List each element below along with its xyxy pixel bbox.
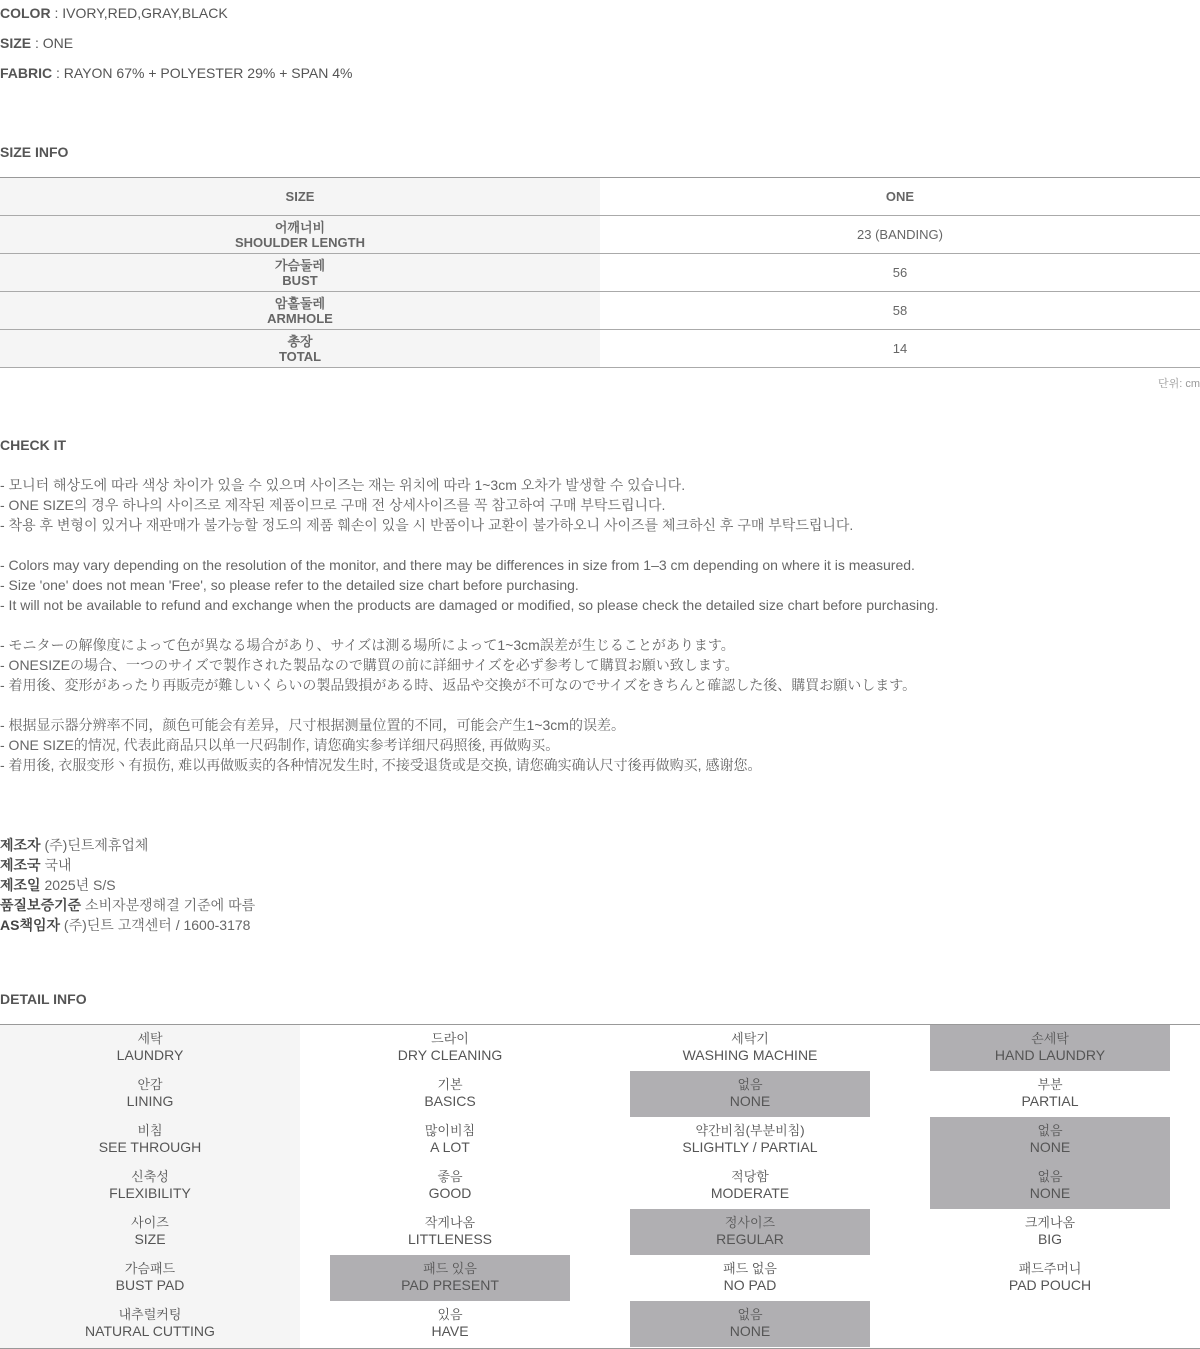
detail-ko: 사이즈 — [131, 1215, 169, 1230]
note-line: - 모니터 해상도에 따라 색상 차이가 있을 수 있으며 사이즈는 재는 위치에 따라 1~3cm 오차가 발생할 수 있습니다. — [0, 477, 686, 493]
detail-ko: 작게나옴 — [424, 1215, 476, 1230]
detail-ko: 세탁기 — [731, 1031, 769, 1046]
size-row-ko: 어깨너비 — [274, 219, 326, 235]
spec-size-label: SIZE — [0, 35, 32, 51]
detail-en: FLEXIBILITY — [109, 1185, 191, 1201]
size-row-en: ARMHOLE — [267, 310, 333, 326]
note-line: - 根据显示器分辨率不同，颜色可能会有差异，尺寸根据测量位置的不同，可能会产生1~3cm的误差。 — [0, 717, 625, 733]
detail-option — [930, 1255, 1170, 1301]
size-row-label — [0, 254, 600, 292]
detail-option-selected — [930, 1025, 1170, 1071]
note-line: - 着用後, 衣服变形丶有损伤, 难以再做贩卖的各种情况发生时, 不接受退货或是交换, 请您确实确认尺寸後再做购买, 感谢您。 — [0, 757, 762, 773]
detail-en: A LOT — [430, 1139, 470, 1155]
detail-en: REGULAR — [716, 1231, 784, 1247]
spec-size — [0, 33, 73, 53]
size-row-value: 58 — [600, 292, 1200, 330]
size-row-label — [0, 330, 600, 368]
maker-line — [0, 855, 255, 875]
size-header-value: ONE — [600, 178, 1200, 216]
detail-ko: 좋음 — [437, 1169, 463, 1184]
detail-ko: 크게나옴 — [1024, 1215, 1076, 1230]
detail-ko: 드라이 — [431, 1031, 469, 1046]
detail-en: NATURAL CUTTING — [85, 1323, 215, 1339]
detail-option — [930, 1071, 1170, 1117]
size-row-ko: 총장 — [287, 333, 313, 349]
note-line — [0, 615, 1200, 635]
size-row-value: 14 — [600, 330, 1200, 368]
detail-en: HAVE — [431, 1323, 469, 1339]
detail-en: BIG — [1037, 1231, 1063, 1247]
maker-value: 국내 — [40, 857, 72, 873]
maker-label: 제조자 — [0, 837, 41, 853]
spec-fabric — [0, 63, 352, 83]
maker-line — [0, 875, 255, 895]
detail-en: SIZE — [134, 1231, 166, 1247]
detail-en: BUST PAD — [115, 1277, 185, 1293]
size-row-en: TOTAL — [278, 348, 322, 364]
detail-info-title: DETAIL INFO — [0, 991, 87, 1007]
maker-line — [0, 835, 255, 855]
detail-ko: 없음 — [1037, 1123, 1063, 1138]
note-line: - 着用後、変形があったり再販売が難しいくらいの製品毀損がある時、返品や交換が不可なのでサイズをきちんと確認した後、購買お願いします。 — [0, 677, 917, 693]
maker-label: 제조국 — [0, 857, 41, 873]
detail-row-label — [30, 1117, 270, 1163]
detail-en: NONE — [729, 1093, 771, 1109]
detail-en: SEE THROUGH — [98, 1139, 202, 1155]
size-row-en: BUST — [282, 272, 318, 288]
detail-row-label — [30, 1255, 270, 1301]
note-line: - It will not be available to refund and exchange when the products are damaged or modified, so please check the detailed size chart before purchasing. — [0, 597, 939, 613]
detail-option-selected — [930, 1117, 1170, 1163]
note-line: - ONESIZEの場合、一つのサイズで製作された製品なので購買の前に詳細サイズを必ず参考して購買お願い致します。 — [0, 657, 739, 673]
detail-ko: 없음 — [737, 1077, 763, 1092]
size-table-header — [0, 178, 1200, 216]
detail-ko: 정사이즈 — [724, 1215, 776, 1230]
detail-ko: 안감 — [137, 1077, 163, 1092]
size-row-ko: 암홀둘레 — [274, 295, 326, 311]
detail-ko: 패드주머니 — [1018, 1261, 1082, 1276]
spec-fabric-label: FABRIC — [0, 65, 53, 81]
check-it-notes — [0, 475, 1200, 775]
detail-row-label — [30, 1071, 270, 1117]
detail-option-selected — [630, 1071, 870, 1117]
maker-line — [0, 895, 255, 915]
detail-ko: 가슴패드 — [124, 1261, 176, 1276]
detail-option — [330, 1025, 570, 1071]
size-row — [0, 216, 1200, 254]
size-unit-note: 단위: cm — [1157, 378, 1200, 390]
maker-value: (주)딘트제휴업체 — [40, 837, 149, 853]
detail-option-selected — [630, 1301, 870, 1347]
detail-ko: 기본 — [437, 1077, 463, 1092]
size-info-title: SIZE INFO — [0, 144, 69, 160]
size-row-value: 56 — [600, 254, 1200, 292]
detail-ko: 없음 — [1037, 1169, 1063, 1184]
detail-ko: 약간비침(부분비침) — [695, 1123, 805, 1138]
note-line: - 착용 후 변형이 있거나 재판매가 불가능할 정도의 제품 훼손이 있을 시 반품이나 교환이 불가하오니 사이즈를 체크하신 후 구매 부탁드립니다. — [0, 517, 854, 533]
detail-en: LINING — [126, 1093, 174, 1109]
detail-row-label — [30, 1163, 270, 1209]
detail-row-label — [30, 1209, 270, 1255]
detail-row-label — [30, 1301, 270, 1347]
check-it-title: CHECK IT — [0, 437, 67, 453]
detail-en: MODERATE — [710, 1185, 790, 1201]
note-line: - モニターの解像度によって色が異なる場合があり、サイズは測る場所によって1~3cm誤差が生じることがあります。 — [0, 637, 735, 653]
detail-option — [630, 1025, 870, 1071]
maker-label: 제조일 — [0, 877, 41, 893]
detail-en: PAD POUCH — [1008, 1277, 1092, 1293]
detail-en: LITTLENESS — [407, 1231, 493, 1247]
detail-en: HAND LAUNDRY — [994, 1047, 1106, 1063]
detail-option — [330, 1209, 570, 1255]
maker-value: 2025년 S/S — [40, 877, 116, 893]
detail-en: PAD PRESENT — [401, 1277, 499, 1293]
detail-en: BASICS — [424, 1093, 476, 1109]
detail-en: PARTIAL — [1021, 1093, 1079, 1109]
detail-en: NO PAD — [723, 1277, 777, 1293]
detail-ko: 부분 — [1037, 1077, 1063, 1092]
detail-ko: 내추럴커팅 — [118, 1307, 182, 1322]
maker-line — [0, 915, 255, 935]
detail-en: LAUNDRY — [116, 1047, 184, 1063]
note-line: - Colors may vary depending on the resolution of the monitor, and there may be differences in size from 1–3 cm depending on where it is measured. — [0, 557, 915, 573]
detail-row-label — [30, 1025, 270, 1071]
size-row-ko: 가슴둘레 — [274, 257, 326, 273]
spec-size-value: : ONE — [31, 35, 74, 51]
detail-ko: 적당함 — [731, 1169, 769, 1184]
spec-color-label: COLOR — [0, 5, 51, 21]
detail-option — [630, 1163, 870, 1209]
size-table — [0, 177, 1200, 368]
spec-color-value: : IVORY,RED,GRAY,BLACK — [50, 5, 228, 21]
detail-option — [330, 1301, 570, 1347]
detail-en: GOOD — [428, 1185, 472, 1201]
maker-info — [0, 835, 255, 935]
maker-label: 품질보증기준 — [0, 897, 82, 913]
detail-option-selected — [930, 1163, 1170, 1209]
detail-en: NONE — [1029, 1185, 1071, 1201]
size-row-label — [0, 216, 600, 254]
note-line — [0, 535, 1200, 555]
maker-value: 소비자분쟁해결 기준에 따름 — [81, 897, 256, 913]
size-row-en: SHOULDER LENGTH — [235, 234, 365, 250]
detail-en: WASHING MACHINE — [682, 1047, 818, 1063]
maker-value: (주)딘트 고객센터 / 1600-3178 — [60, 917, 251, 933]
detail-en: DRY CLEANING — [397, 1047, 503, 1063]
size-row — [0, 254, 1200, 292]
spec-fabric-value: : RAYON 67% + POLYESTER 29% + SPAN 4% — [52, 65, 353, 81]
detail-ko: 신축성 — [131, 1169, 169, 1184]
size-row-value: 23 (BANDING) — [600, 216, 1200, 254]
detail-option — [930, 1209, 1170, 1255]
spec-color — [0, 3, 228, 23]
detail-option — [330, 1117, 570, 1163]
note-line: - ONE SIZE의 경우 하나의 사이즈로 제작된 제품이므로 구매 전 상세사이즈를 꼭 참고하여 구매 부탁드립니다. — [0, 497, 666, 513]
note-line: - ONE SIZE的情况, 代表此商品只以单一尺码制作, 请您确实参考详细尺码照後, 再做购买。 — [0, 737, 560, 753]
detail-option — [630, 1255, 870, 1301]
detail-grid — [0, 1024, 1200, 1349]
detail-ko: 비침 — [137, 1123, 163, 1138]
detail-ko: 많이비침 — [424, 1123, 476, 1138]
detail-option-selected — [330, 1255, 570, 1301]
detail-option — [630, 1117, 870, 1163]
detail-ko: 없음 — [737, 1307, 763, 1322]
size-row — [0, 330, 1200, 368]
detail-en: NONE — [729, 1323, 771, 1339]
size-row — [0, 292, 1200, 330]
detail-ko: 패드 있음 — [423, 1261, 477, 1276]
detail-ko: 있음 — [437, 1307, 463, 1322]
note-line — [0, 695, 1200, 715]
detail-option — [330, 1071, 570, 1117]
detail-option-selected — [630, 1209, 870, 1255]
maker-label: AS책임자 — [0, 917, 61, 933]
detail-ko: 세탁 — [137, 1031, 163, 1046]
detail-en: NONE — [1029, 1139, 1071, 1155]
detail-ko: 패드 없음 — [723, 1261, 777, 1276]
detail-option — [330, 1163, 570, 1209]
detail-ko: 손세탁 — [1031, 1031, 1069, 1046]
detail-en: SLIGHTLY / PARTIAL — [682, 1139, 818, 1155]
size-header-label: SIZE — [0, 178, 600, 216]
size-row-label — [0, 292, 600, 330]
note-line: - Size 'one' does not mean 'Free', so please refer to the detailed size chart before purchasing. — [0, 577, 579, 593]
